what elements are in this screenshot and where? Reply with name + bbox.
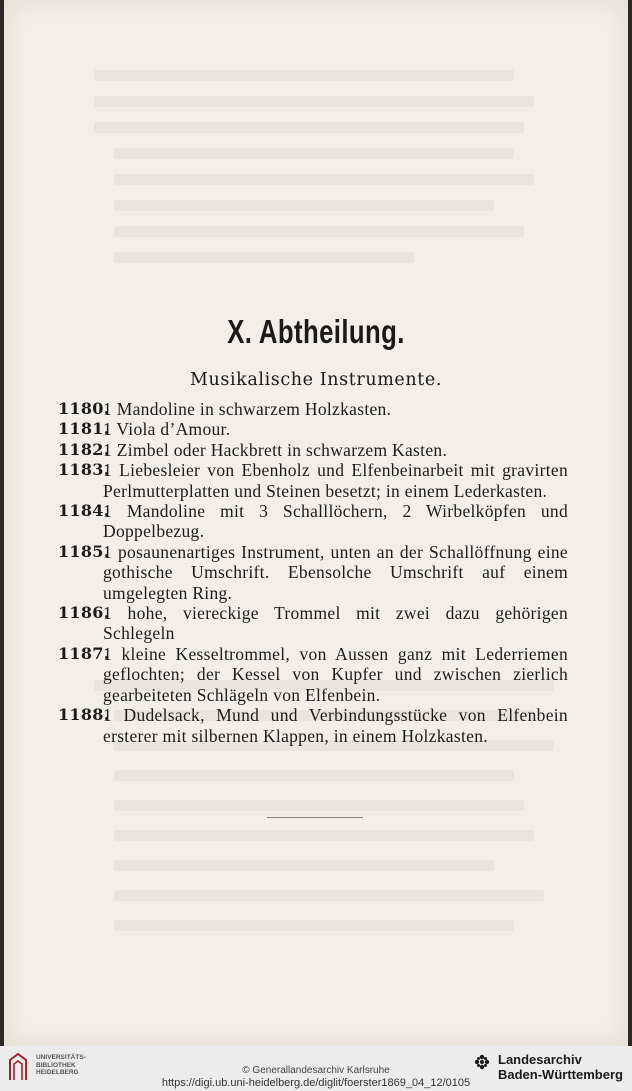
entry-text: 1 kleine Kesseltrommel, von Aussen ganz mit Lederriemen geflochten; der Kessel von Kupfer und zwischen zierlich gearbeiteten Schlägeln von Elfenbein. [103, 643, 568, 705]
catalogue-entry [58, 440, 568, 460]
entry-text: 1 Liebesleier von Ebenholz und Elfenbeinarbeit mit gravirten Perlmutterplatten und Steinen besetzt; in einem Lederkasten. [103, 460, 568, 501]
catalogue-entries [58, 399, 568, 746]
entry-number: 1185. [58, 541, 110, 561]
entry-number: 1184. [58, 501, 110, 521]
document-page [4, 0, 628, 1046]
copyright-notice: © Generallandesarchiv Karlsruhe [242, 1065, 390, 1076]
entry-text: 1 Mandoline in schwarzem Holzkasten. [103, 399, 392, 419]
university-line: UNIVERSITÄTS- [36, 1054, 86, 1061]
entry-number: 1181. [58, 419, 110, 439]
section-subtitle: Musikalische Instrumente. [190, 370, 442, 390]
closing-rule [267, 817, 363, 818]
archive-name-line2: Baden-Württemberg [498, 1067, 623, 1082]
entry-text: 1 hohe, viereckige Trommel mit zwei dazu gehörigen Schlegeln [103, 603, 568, 644]
entry-number: 1183. [58, 460, 110, 480]
landesarchiv-star-icon [474, 1054, 490, 1070]
archive-name-line1: Landesarchiv [498, 1052, 582, 1067]
university-line: BIBLIOTHEK [36, 1061, 76, 1069]
university-line: HEIDELBERG [36, 1069, 79, 1076]
catalogue-entry [58, 603, 568, 644]
entry-text: 1 Viola d’Amour. [103, 419, 231, 440]
entry-text: 1 posaunenartiges Instrument, unten an der Schallöffnung eine gothische Umschrift. Ebensolche Umschrift auf einem umgelegten Ring. [103, 541, 568, 603]
entry-number: 1188. [58, 705, 110, 725]
catalogue-entry [58, 542, 568, 603]
entry-number: 1186. [58, 603, 110, 623]
catalogue-entry [58, 419, 568, 439]
entry-text: 1 Mandoline mit 3 Schalllöchern, 2 Wirbelköpfen und Doppelbezug. [103, 501, 568, 542]
catalogue-entry [58, 399, 568, 419]
entry-number: 1187. [58, 643, 110, 663]
entry-text: 1 Zimbel oder Hackbrett in schwarzem Kasten. [103, 439, 448, 460]
section-title: X. Abtheilung. [227, 313, 405, 350]
catalogue-entry [58, 705, 568, 746]
landesarchiv-logo-text[interactable] [498, 1052, 623, 1082]
permalink-url[interactable]: https://digi.ub.uni-heidelberg.de/diglit/foerster1869_04_12/0105 [161, 1077, 471, 1089]
catalogue-entry [58, 460, 568, 501]
catalogue-entry [58, 501, 568, 542]
entry-number: 1182. [58, 439, 110, 459]
viewer-footer [0, 1046, 632, 1091]
entry-number: 1180. [58, 399, 110, 418]
catalogue-entry [58, 644, 568, 705]
entry-text: 1 Dudelsack, Mund und Verbindungsstücke von Elfenbein ersterer mit silbernen Klappen, in einem Holzkasten. [103, 705, 568, 746]
